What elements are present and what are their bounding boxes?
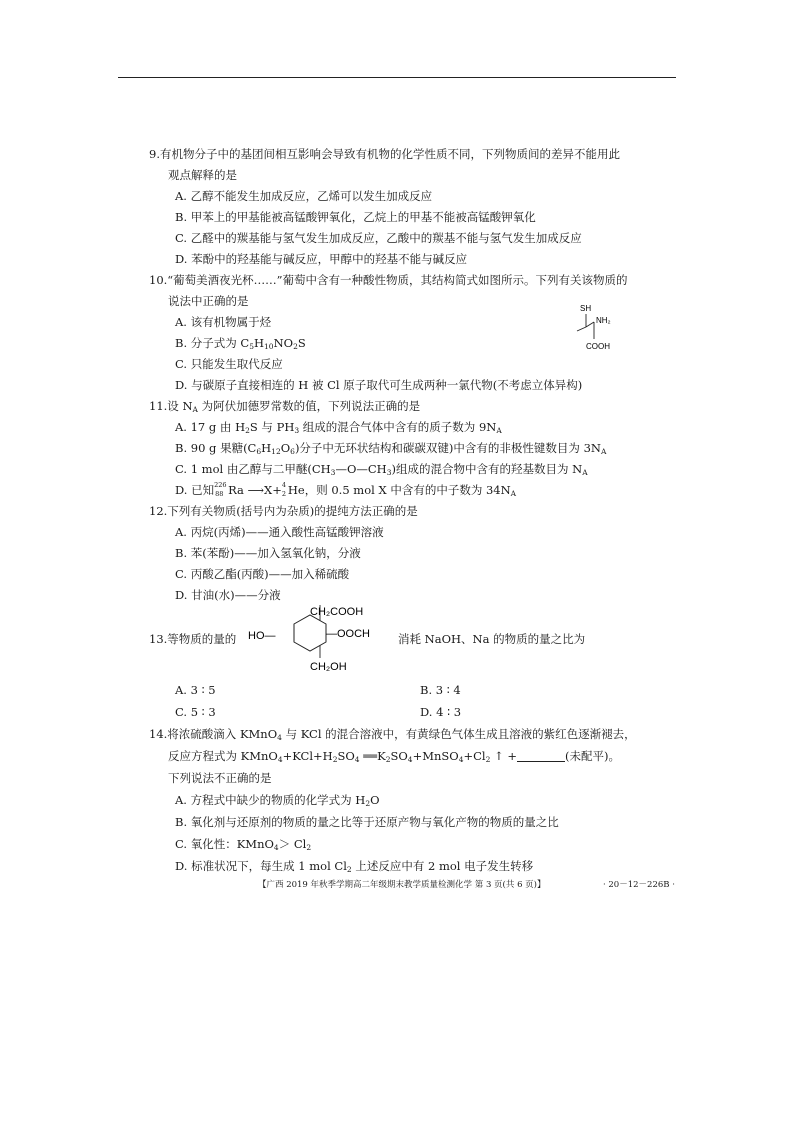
subscript: 2 — [385, 755, 391, 764]
q9-option-a[interactable]: A. 乙醇不能发生加成反应，乙烯可以发生加成反应 — [175, 189, 433, 203]
subscript: A — [600, 447, 607, 456]
q10-option-d[interactable]: D. 与碳原子直接相连的 H 被 Cl 原子取代可生成两种一氯代物(不考虑立体异构) — [175, 378, 583, 392]
text: D. 已知 — [175, 483, 215, 497]
q11-option-a[interactable] — [175, 420, 502, 434]
q14-stem-line1 — [149, 727, 636, 741]
text: —O—CH — [335, 462, 387, 476]
subscript: 4 — [458, 755, 464, 764]
q9-stem-line2: 观点解释的是 — [168, 168, 237, 182]
q14-option-b[interactable]: B. 氧化剂与还原剂的物质的量之比等于还原产物与氧化产物的物质的量之比 — [175, 815, 559, 829]
text: 与 KCl 的混合溶液中，有黄绿色气体生成且溶液的紫红色逐渐褪去， — [281, 727, 636, 741]
subscript: A — [496, 426, 502, 435]
text: SO — [337, 749, 355, 763]
text: He，则 0.5 mol X 中含有的中子数为 34N — [287, 483, 511, 497]
text: +KCl+H — [282, 749, 333, 763]
q12-stem: 12.下列有关物质(括号内为杂质)的提纯方法正确的是 — [149, 504, 418, 518]
text: 反应方程式为 KMnO — [168, 749, 278, 763]
text: 上述反应中有 2 mol 电子发生转移 — [351, 859, 534, 873]
text: H — [254, 336, 265, 350]
mass-number: 4 — [281, 481, 287, 489]
q10-stem-line1: 10.“葡萄美酒夜光杯……”葡萄中含有一种酸性物质，其结构简式如图所示。下列有关该物质的 — [149, 273, 628, 287]
text: S — [297, 336, 306, 350]
q11-stem — [149, 399, 420, 413]
q13-stem-post: 消耗 NaOH、Na 的物质的量之比为 — [398, 632, 586, 646]
footer-page-info: 【广西 2019 年秋季学期高二年级期末教学质量检测化学 第 3 页(共 6 页)】 — [258, 880, 546, 890]
atomic-number: 2 — [281, 490, 287, 498]
subscript: A — [582, 468, 588, 477]
text: 为阿伏加德罗常数的值，下列说法正确的是 — [197, 399, 421, 413]
subscript: 10 — [264, 342, 274, 351]
footer-code: · 20－12－226B · — [603, 880, 675, 890]
subscript: 2 — [245, 426, 250, 435]
text: ＞ Cl — [278, 837, 307, 851]
text: +MnSO — [412, 749, 459, 763]
q13-option-c[interactable]: C. 5 ∶ 3 — [175, 705, 216, 719]
top-substituent: CH₂COOH — [310, 606, 364, 618]
q13-option-a[interactable]: A. 3 ∶ 5 — [175, 683, 216, 697]
text: Ra ⟶X+ — [228, 483, 282, 497]
benzene-ring — [294, 615, 326, 651]
text: A. 17 g 由 H — [175, 420, 246, 434]
atomic-number: 88 — [215, 490, 224, 498]
text: O — [370, 793, 380, 807]
text: (未配平)。 — [564, 749, 620, 763]
struct-cooh-label: COOH — [586, 342, 610, 351]
subscript: 4 — [277, 733, 282, 742]
q11-option-b[interactable] — [175, 441, 606, 455]
text: B. 90 g 果糖(C — [175, 441, 257, 455]
q10-stem-line2: 说法中正确的是 — [168, 294, 249, 308]
text: C. 氧化性：KMnO — [175, 837, 274, 851]
bond-line — [577, 327, 586, 331]
q12-option-b[interactable]: B. 苯(苯酚)——加入氢氧化钠，分液 — [175, 546, 361, 560]
subscript: 2 — [332, 755, 338, 764]
q14-option-c[interactable] — [175, 837, 311, 851]
subscript: 2 — [346, 865, 352, 874]
q14-stem-line3: 下列说法不正确的是 — [168, 771, 272, 785]
text: )分子中无环状结构和碳碳双键)中含有的非极性键数目为 3N — [294, 441, 601, 455]
right-substituent: —OOCH — [326, 628, 370, 640]
text: O — [280, 441, 291, 455]
text: +Cl — [463, 749, 486, 763]
q9-option-b[interactable]: B. 甲苯上的甲基能被高锰酸钾氧化，乙烷上的甲基不能被高锰酸钾氧化 — [175, 210, 536, 224]
q14-option-a[interactable] — [175, 793, 380, 807]
q14-equation-line — [168, 749, 620, 763]
subscript: 4 — [354, 755, 360, 764]
bottom-substituent: CH₂OH — [310, 661, 347, 673]
q12-option-d[interactable]: D. 甘油(水)——分液 — [175, 588, 281, 602]
text: NO — [273, 336, 294, 350]
q13-option-b[interactable]: B. 3 ∶ 4 — [420, 683, 461, 697]
text: 11.设 N — [149, 399, 193, 413]
q14-option-d[interactable] — [175, 859, 533, 873]
q13-stem-pre: 13.等物质的量的 — [149, 632, 237, 646]
subscript: 4 — [277, 755, 283, 764]
text: C. 1 mol 由乙醇与二甲醚(CH — [175, 462, 331, 476]
q12-option-c[interactable]: C. 丙酸乙酯(丙酸)——加入稀硫酸 — [175, 567, 350, 581]
nuclide-ra-index — [214, 483, 228, 497]
subscript: 3 — [330, 468, 336, 477]
mass-number: 226 — [214, 481, 227, 489]
nuclide-he-index — [282, 483, 288, 497]
subscript: 3 — [294, 426, 300, 435]
answer-blank[interactable] — [517, 751, 565, 762]
q11-option-c[interactable] — [175, 462, 588, 476]
q11-option-d[interactable] — [175, 483, 516, 497]
q9-option-d[interactable]: D. 苯酚中的羟基能与碱反应，甲醇中的羟基不能与碱反应 — [175, 252, 468, 266]
text: H — [261, 441, 272, 455]
struct-nh2-label: NH₂ — [596, 316, 611, 325]
subscript: 4 — [407, 755, 413, 764]
q10-option-c[interactable]: C. 只能发生取代反应 — [175, 357, 283, 371]
text: ══K — [359, 749, 386, 763]
struct-sh-label: SH — [580, 304, 592, 313]
subscript: 2 — [485, 755, 491, 764]
text: )组成的混合物中含有的羟基数目为 N — [391, 462, 583, 476]
q10-option-b[interactable] — [175, 336, 306, 350]
subscript: 2 — [306, 843, 312, 852]
subscript: 2 — [293, 342, 298, 351]
q13-structure-figure — [248, 602, 390, 674]
q9-stem-line1: 9.有机物分子中的基团间相互影响会导致有机物的化学性质不同，下列物质间的差异不能用此 — [149, 147, 620, 161]
q9-option-c[interactable]: C. 乙醛中的羰基能与氢气发生加成反应，乙酸中的羰基不能与氢气发生加成反应 — [175, 231, 582, 245]
text: A. 方程式中缺少的物质的化学式为 H — [175, 793, 366, 807]
subscript: 12 — [271, 447, 281, 456]
header-rule — [118, 77, 676, 78]
text: B. 分子式为 C — [175, 336, 250, 350]
q13-option-d[interactable]: D. 4 ∶ 3 — [420, 705, 462, 719]
bond-line — [586, 322, 594, 327]
subscript: 3 — [386, 468, 392, 477]
text: ↑ + — [490, 749, 517, 763]
q12-option-a[interactable]: A. 丙烷(丙烯)——通入酸性高锰酸钾溶液 — [175, 525, 384, 539]
subscript: 4 — [273, 843, 279, 852]
q10-option-a[interactable]: A. 该有机物属于烃 — [175, 315, 272, 329]
subscript: A — [510, 489, 517, 498]
text: D. 标准状况下，每生成 1 mol Cl — [175, 859, 347, 873]
q10-structure-figure — [570, 301, 630, 355]
subscript: 6 — [290, 447, 295, 456]
subscript: 6 — [256, 447, 262, 456]
subscript: 5 — [249, 342, 254, 351]
subscript: A — [192, 405, 198, 414]
subscript: 2 — [365, 799, 371, 808]
text: SO — [390, 749, 408, 763]
text: 14.将浓硫酸滴入 KMnO — [149, 727, 278, 741]
ho-group: HO— — [248, 630, 276, 642]
text: 组成的混合气体中含有的质子数为 9N — [299, 420, 497, 434]
text: S 与 PH — [249, 420, 295, 434]
